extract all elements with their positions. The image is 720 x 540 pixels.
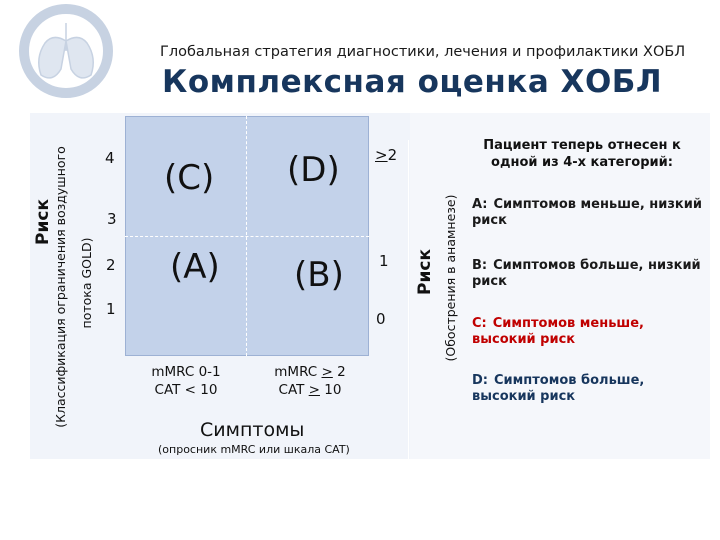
left-axis-subtitle-1: (Классификация ограничения воздушного: [53, 146, 68, 428]
left-tick-4: 4: [105, 149, 115, 167]
x-category-high: mMRC > 2 CAT > 10: [274, 364, 346, 398]
left-tick-1: 1: [106, 300, 116, 318]
right-tick-0: 0: [376, 310, 386, 328]
category-c: C: Симптомов меньше, высокий риск: [472, 316, 644, 347]
quadrant-d: (D): [287, 150, 340, 190]
right-axis-subtitle-group: [443, 178, 458, 378]
right-axis-title: Риск: [415, 249, 435, 295]
x-category-low: mMRC 0-1 CAT < 10: [151, 364, 221, 398]
right-tick-2: >2: [375, 146, 398, 164]
quadrant-a: (A): [170, 247, 220, 287]
right-axis-subtitle: (Обострения в анамнезе): [443, 194, 458, 362]
quadrant-c: (C): [164, 158, 215, 198]
left-tick-3: 3: [107, 210, 117, 228]
gold-logo: [5, 3, 127, 99]
left-tick-2: 2: [106, 256, 116, 274]
categories-heading: Пациент теперь отнесен к одной из 4-х категорий:: [483, 138, 681, 170]
left-axis-title: Риск: [33, 199, 53, 245]
page-title: Комплексная оценка ХОБЛ: [162, 64, 663, 100]
lungs-logo-icon: [5, 3, 127, 99]
page-subtitle: Глобальная стратегия диагностики, лечения и профилактики ХОБЛ: [160, 44, 686, 60]
left-axis-title-group: [34, 122, 52, 322]
left-axis-subtitle-2: потока GOLD): [79, 237, 94, 329]
category-d: D: Симптомов больше, высокий риск: [472, 373, 645, 404]
right-axis-title-group: [416, 212, 434, 332]
x-axis-title: Симптомы: [200, 419, 305, 441]
category-b: B: Симптомов больше, низкий риск: [472, 258, 701, 289]
right-tick-1: 1: [379, 252, 389, 270]
x-axis-note: (опросник mMRC или шкала CAT): [158, 443, 350, 456]
category-a: A: Симптомов меньше, низкий риск: [472, 197, 702, 228]
grid-horizontal-divider: [125, 236, 369, 237]
panel-divider: [408, 140, 409, 465]
quadrant-b: (B): [294, 255, 344, 295]
